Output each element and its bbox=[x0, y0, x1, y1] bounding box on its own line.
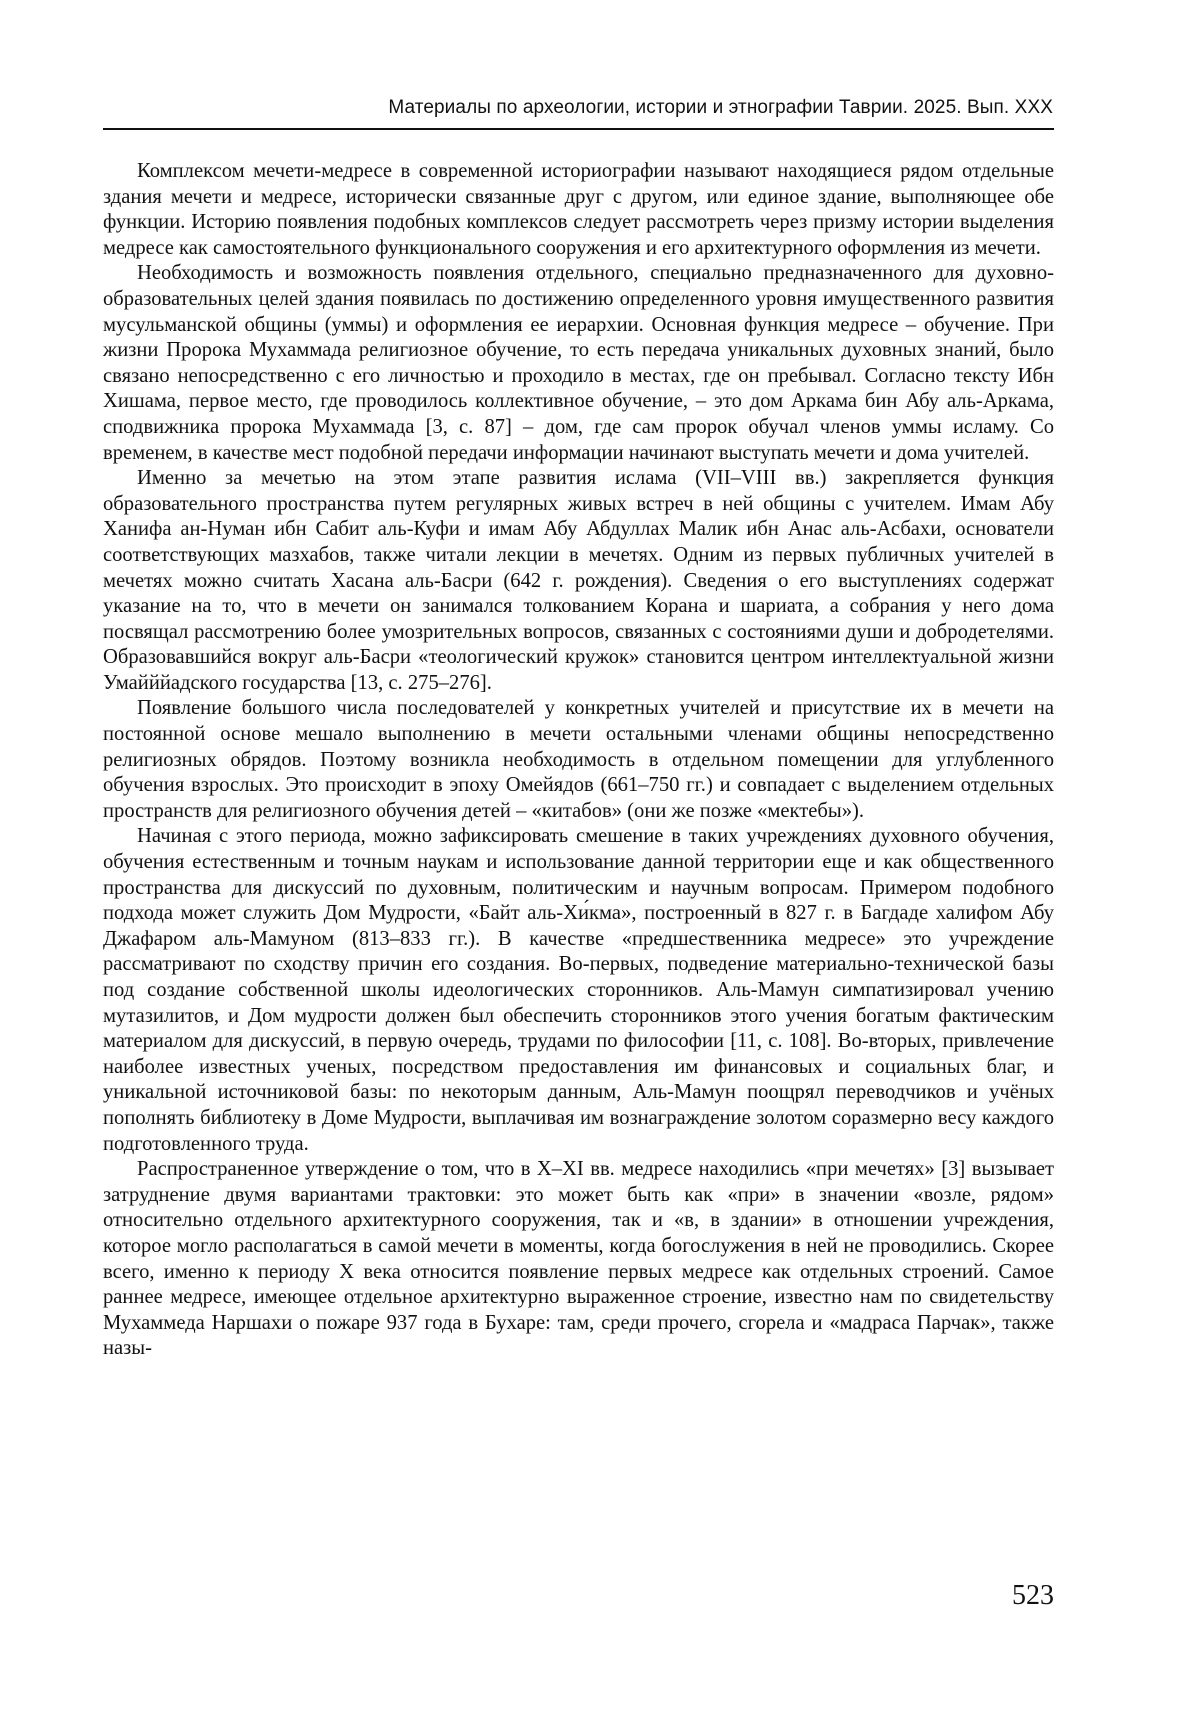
paragraph: Именно за мечетью на этом этапе развития ислама (VII–VIII вв.) закрепляется функция образовательного пространства путем регулярных живых встреч в ней общины с учителем. Имам Абу Ханифа ан-Нуман ибн Сабит аль-Куфи и имам Абу Абдуллах Малик ибн Анас аль-Асбахи, основатели соответствующих мазхабов, также читали лекции в мечетях. Одним из первых публичных учителей в мечетях можно считать Хасана аль-Басри (642 г. рождения). Сведения о его выступлениях содержат указание на то, что в мечети он занимался толкованием Корана и шариата, а собрания у него дома посвящал рассмотрению более умозрительных вопросов, связанных с состояниями души и добродетелями. Образовавшийся вокруг аль-Басри «теологический кружок» становится центром интеллектуальной жизни Умайййадского государства [13, с. 275–276]. bbox=[103, 467, 1054, 694]
paragraph: Начиная с этого периода, можно зафиксировать смешение в таких учреждениях духовного обучения, обучения естественным и точным наукам и использование данной территории еще и как общественного пространства для дискуссий по духовным, политическим и научным вопросам. Примером подобного подхода может служить Дом Мудрости, «Байт аль-Хи́кма», построенный в 827 г. в Багдаде халифом Абу Джафаром аль-Мамуном (813–833 гг.). В качестве «предшественника медресе» это учреждение рассматривают по сходству причин его создания. Во-первых, подведение материально-технической базы под создание собственной школы идеологических сторонников. Аль-Мамун симпатизировал учению мутазилитов, и Дом мудрости должен был обеспечить сторонников этого учения богатым фактическим материалом для дискуссий, в первую очередь, трудами по философии [11, с. 108]. Во-вторых, привлечение наиболее известных ученых, посредством предоставления им финансовых и социальных благ, и уникальной источниковой базы: по некоторым данным, Аль-Мамун поощрял переводчиков и учёных пополнять библиотеку в Доме Мудрости, выплачивая им вознаграждение золотом соразмерно весу каждого подготовленного труда. bbox=[103, 825, 1054, 1155]
paragraph: Комплексом мечети-медресе в современной историографии называют находящиеся рядом отдельные здания мечети и медресе, исторически связанные друг с другом, или единое здание, выполняющее обе функции. Историю появления подобных комплексов следует рассмотреть через призму истории выделения медресе как самостоятельного функционального сооружения и его архитектурного оформления из мечети. bbox=[103, 160, 1054, 259]
page-number: 523 bbox=[1012, 1580, 1054, 1611]
paragraph: Распространенное утверждение о том, что в X–XI вв. медресе находились «при мечетях» [3] вызывает затруднение двумя вариантами трактовки: это может быть как «при» в значении «возле, рядом» относительно отдельного архитектурного сооружения, так и «в, в здании» в отношении учреждения, которое могло располагаться в самой мечети в моменты, когда богослужения в ней не проводились. Скорее всего, именно к периоду X века относится появление первых медресе как отдельных строений. Самое раннее медресе, имеющее отдельное архитектурно выраженное строение, известно нам по свидетельству Мухаммеда Наршахи о пожаре 937 года в Бухаре: там, среди прочего, сгорела и «мадраса Парчак», также назы- bbox=[103, 1158, 1054, 1360]
running-header: Материалы по археологии, истории и этнографии Таврии. 2025. Вып. XXX bbox=[388, 97, 1053, 118]
paragraph: Появление большого числа последователей у конкретных учителей и присутствие их в мечети на постоянной основе мешало выполнению в мечети остальными членами общины непосредственно религиозных обрядов. Поэтому возникла необходимость в отдельном помещении для углубленного обучения взрослых. Это происходит в эпоху Омейядов (661–750 гг.) и совпадает с выделением отдельных пространств для религиозного обучения детей – «китабов» (они же позже «мектебы»). bbox=[103, 697, 1054, 822]
header-divider bbox=[103, 128, 1054, 130]
article-body bbox=[103, 159, 1054, 1362]
paragraph: Необходимость и возможность появления отдельного, специально предназначенного для духовно-образовательных целей здания появилась по достижению определенного уровня имущественного развития мусульманской общины (уммы) и оформления ее иерархии. Основная функция медресе – обучение. При жизни Пророка Мухаммада религиозное обучение, то есть передача уникальных духовных знаний, было связано непосредственно с его личностью и проходило в местах, где он пребывал. Согласно тексту Ибн Хишама, первое место, где проводилось коллективное обучение, – это дом Аркама бин Абу аль-Аркама, сподвижника пророка Мухаммада [3, с. 87] – дом, где сам пророк обучал членов уммы исламу. Со временем, в качестве мест подобной передачи информации начинают выступать мечети и дома учителей. bbox=[103, 262, 1054, 464]
